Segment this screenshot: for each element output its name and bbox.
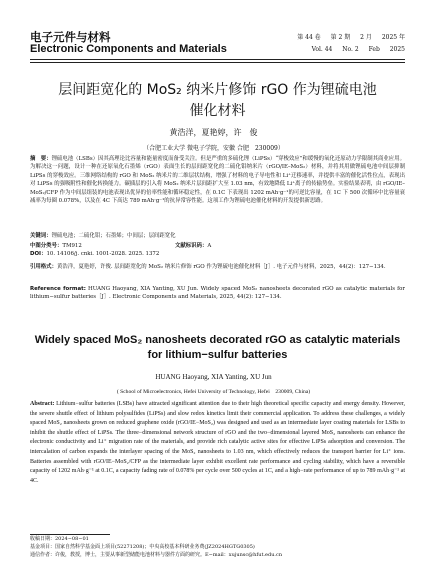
- title-cn-line2: 催化材料: [189, 103, 246, 119]
- year-cn: 2025 年: [381, 34, 405, 41]
- title-en-line1: Widely spaced MoS₂ nanosheets decorated rGO as catalytic materials: [34, 334, 401, 346]
- doi: [30, 250, 405, 258]
- title-cn-line1: 层间距宽化的 MoS₂ 纳米片修饰 rGO 作为锂硫电池: [58, 82, 377, 98]
- month-en: Feb: [368, 46, 380, 53]
- paper-title-cn: [30, 80, 405, 122]
- header-rule: [30, 59, 405, 60]
- clc-value: TM912: [62, 243, 82, 249]
- abstract-cn-text: 锂硫电池（LSBs）因其高理论比容量和能量密度而备受关注。但是严重的多硫化锂（LiPSs）“穿梭效应”和缓慢的氧化还原动力学限制其商业应用。为解决这一问题，设计一种在还原氧化石墨烯（rGO）表面生长的层间距宽化的二硫化钼纳米片（rGO/IE–MoS₂）材料，并将其用做锂硫电池中间层抑制 LiPSs 的穿梭效应。三维网络结构的 rGO 和 MoS₂ 纳米片的二维层状结构，增强了材料的电子导电性和 Li⁺迁移速率，并提供丰富的催化活性位点，表现出对 LiPSs 的强吸附性和催化转换能力。碳插层的引入将 MoS₂ 纳米片层间距扩大至 1.03 nm，有效地降低 Li⁺离子的传输势垒。实验结果表明，由 rGO/IE–MoS₂/CFP 作为中间层组装的电池表现出优异的倍率性能和循环稳定性，在 0.1C 下表现出 1202 mAh·g⁻¹的可逆比容量，在 1C 下 500 次循环中比容量衰减率为每圈 0.078%，以及在 4C 下高达 789 mAh·g⁻¹的抗异常容性能。这项工作为锂硫电池催化材料的开发提供新思路。: [30, 156, 405, 205]
- citation-cn: [30, 263, 405, 271]
- keywords-cn-label: 关键词：: [30, 233, 52, 239]
- authors-en: HUANG Haoyang, XIA Yanting, XU Jun: [155, 373, 272, 381]
- header-rule-thin: [30, 62, 405, 63]
- doi-value: 10. 14106/j. cnki. 1001-2028. 2025. 1372: [46, 251, 160, 257]
- footnote-rule: [30, 534, 110, 535]
- author-bio: 通信作者：许俊，教授，博士，主要从事新型储能电池材料与器件方面的研究。E−mail：xujunsc@hfut.edu.cn: [30, 552, 283, 558]
- doc-code-label: 文献标识码：: [175, 243, 208, 249]
- title-en-line2: for lithium−sulfur batteries: [147, 349, 288, 361]
- issue-info-cn: [289, 32, 405, 41]
- journal-name-en: Electronic Components and Materials: [30, 43, 227, 55]
- journal-name-cn: 电子元件与材料: [30, 30, 111, 44]
- year-en: 2025: [389, 46, 405, 53]
- issue-en: No. 2: [342, 46, 359, 53]
- doi-label: DOI：: [30, 251, 47, 257]
- funding-note: 基金项目：国家自然科学基金面上项目(52271208)；中央高校基本科研业务费(JZ2024HGTG0305): [30, 544, 255, 550]
- volume-en: Vol. 44: [311, 46, 333, 53]
- citation-cn-text: 黄浩洋，夏艳婷，许俊. 层间距宽化的 MoS₂ 纳米片修饰 rGO 作为锂硫电池催化材料［J］. 电子元件与材料，2025，44(2)：127−134.: [56, 264, 386, 270]
- citation-en: [30, 285, 405, 302]
- affiliation-en: ( School of Microelectronics, Hefei University of Technology, Hefei 230009, China): [116, 389, 311, 395]
- abstract-en-label: Abstract:: [30, 401, 55, 407]
- received-date: 收稿日期：2024−08−01: [30, 536, 89, 542]
- clc-label: 中图分类号：: [30, 243, 63, 249]
- month-cn: 2 月: [360, 34, 372, 41]
- citation-cn-label: 引用格式：: [30, 264, 57, 270]
- abstract-cn-label: 摘 要：: [30, 156, 52, 162]
- abstract-cn: [30, 155, 405, 205]
- abstract-en: [30, 400, 405, 486]
- keywords-cn: [30, 232, 405, 240]
- issue-info-en: [304, 46, 405, 53]
- abstract-en-text: Lithium−sulfur batteries (LSBs) have attracted significant attention due to their high theoretical specific capacity and energy density. However, the severe shuttle effect of lithium polysulfides (LiPSs) and slow redox kinetics limit their commercial application. To address these challenges, a widely spaced MoS₂ nanosheets grown on reduced graphene oxide (rGO/IE−MoS₂) was designed and used as an intermediate layer coating materials for LSBs to inhibit the shuttle effect of LiPSs. The three−dimensional network structure of rGO and the two−dimensional layered MoS₂ nanosheets can enhance the electronic conductivity and Li⁺ migration rate of the materials, and provide rich catalytic active sites for effective LiPSs adsorption and conversion. The intercalation of carbon expands the interlayer spacing of the MoS₂ nanosheets to 1.03 nm, which effectively reduces the transport barrier for Li⁺ ions. Batteries assembled with rGO/IE−MoS₂/CFP as the intermediate layer exhibit excellent rate performance and cycling stability, which have a reversible capacity of 1202 mAh·g⁻¹ at 0.1C, a capacity fading rate of 0.078% per cycle over 500 cycles at 1C, and a high−rate performance of up to 789 mAh·g⁻¹ at 4C.: [30, 401, 406, 484]
- keywords-cn-text: 锂硫电池；二硫化钼；石墨烯；中间层；层间距宽化: [51, 233, 176, 239]
- doc-code-value: A: [207, 243, 212, 249]
- citation-en-text: HUANG Haoyang, XIA Yanting, XU Jun. Widely spaced MoS₂ nanosheets decorated rGO as catalytic materials for lithium−sulfur batteries［J］. Electronic Components and Materials, 2025, 44(2): 127−134.: [30, 286, 405, 301]
- volume-cn: 第 44 卷: [297, 34, 321, 41]
- affiliation-cn: （合肥工业大学 微电子学院，安徽 合肥 230009）: [143, 145, 284, 152]
- authors-cn: 黄浩洋，夏艳婷，许 俊: [169, 128, 258, 137]
- issue-cn: 第 2 期: [330, 34, 351, 41]
- paper-title-en: [30, 333, 405, 363]
- citation-en-label: Reference format:: [30, 286, 86, 292]
